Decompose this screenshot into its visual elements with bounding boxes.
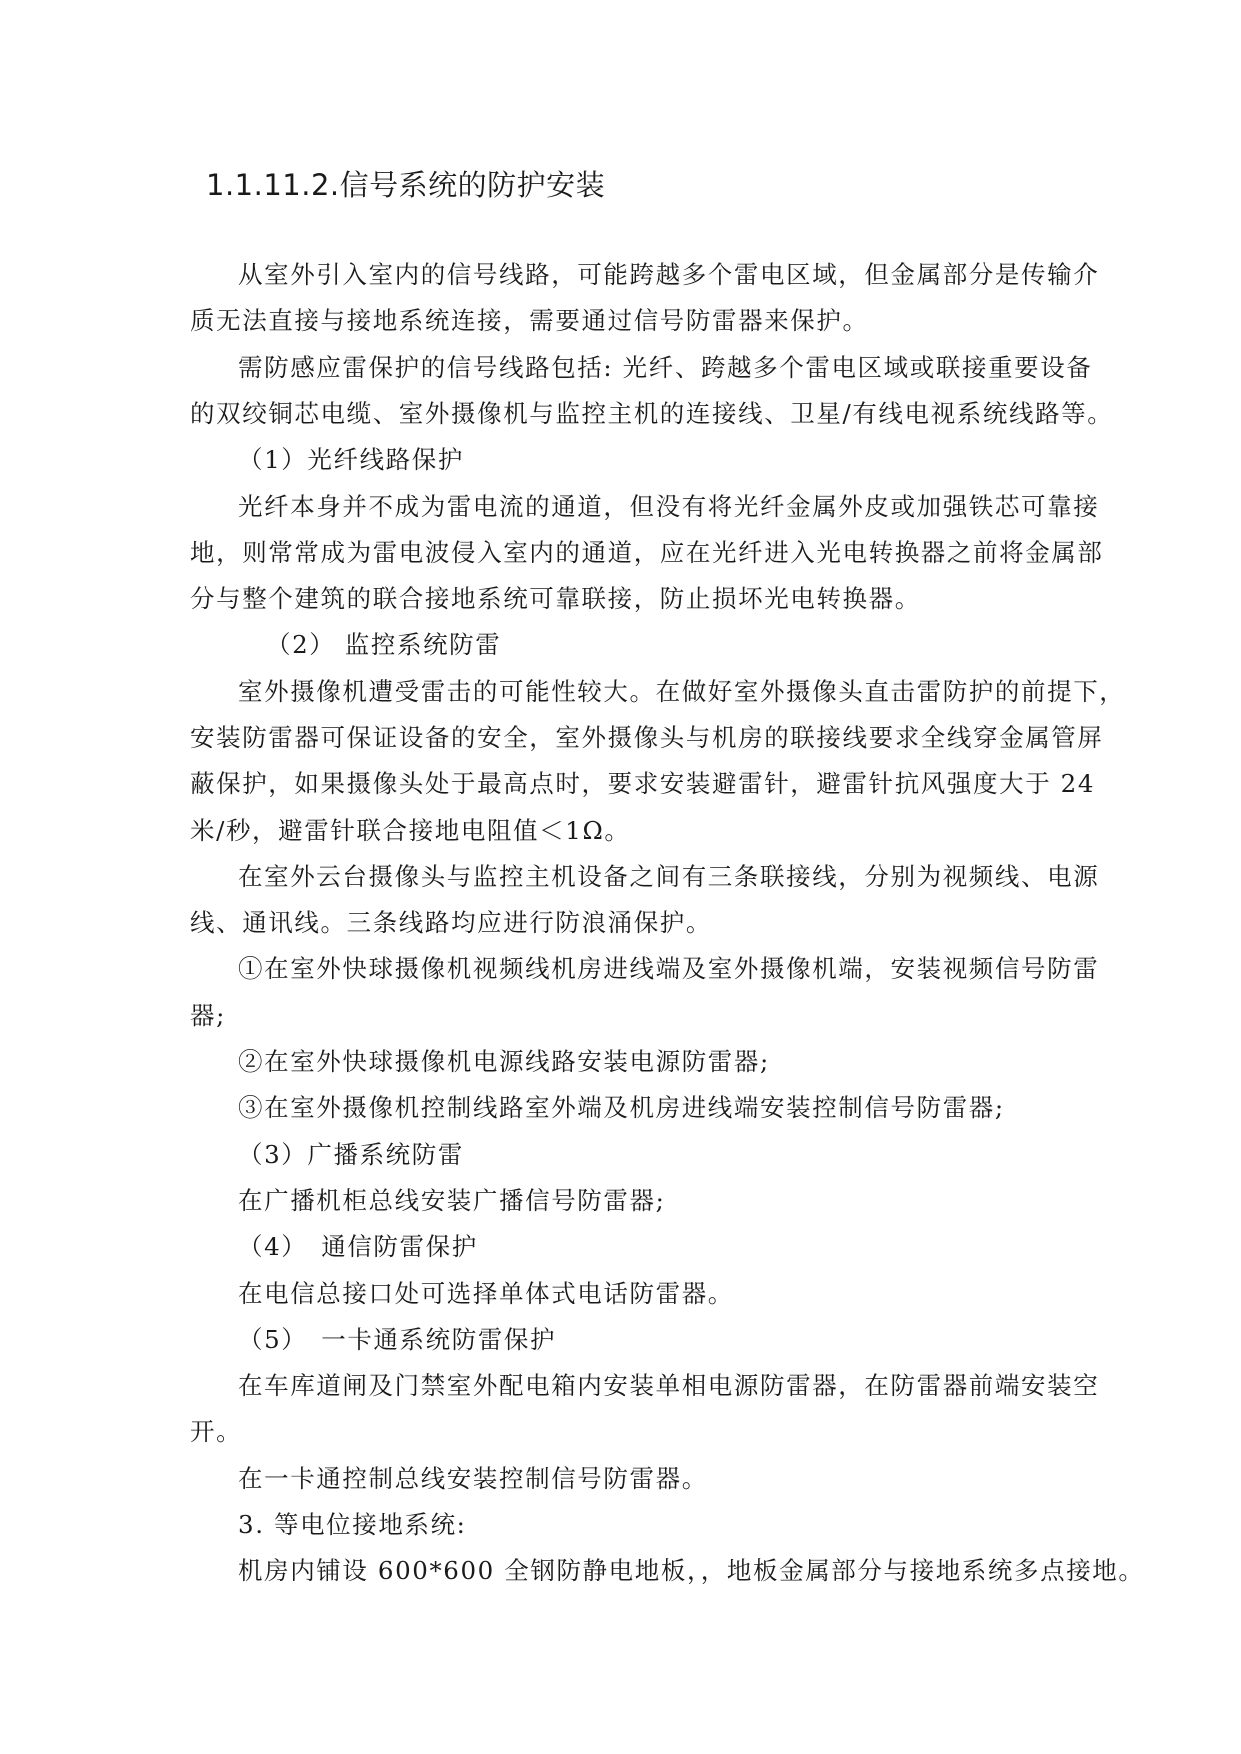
paragraph-line: 质无法直接与接地系统连接，需要通过信号防雷器来保护。 bbox=[190, 306, 869, 335]
subheading-line: （5） 一卡通系统防雷保护 bbox=[238, 1325, 557, 1354]
paragraph-line: 开。 bbox=[190, 1417, 243, 1446]
paragraph-line: 器; bbox=[190, 1001, 226, 1030]
paragraph-line: 在电信总接口处可选择单体式电话防雷器。 bbox=[238, 1279, 734, 1308]
paragraph-line: 蔽保护，如果摄像头处于最高点时，要求安装避雷针，避雷针抗风强度大于 24 bbox=[190, 769, 1096, 798]
paragraph-line: 在一卡通控制总线安装控制信号防雷器。 bbox=[238, 1464, 708, 1493]
paragraph-line: ②在室外快球摄像机电源线路安装电源防雷器; bbox=[238, 1047, 770, 1076]
paragraph-line: 在车库道闸及门禁室外配电箱内安装单相电源防雷器，在防雷器前端安装空 bbox=[238, 1371, 1100, 1400]
paragraph-line: 机房内铺设 600*600 全钢防静电地板，，地板金属部分与接地系统多点接地。 bbox=[238, 1556, 1145, 1585]
subheading-line: （4） 通信防雷保护 bbox=[238, 1232, 478, 1261]
paragraph-line: ①在室外快球摄像机视频线机房进线端及室外摄像机端，安装视频信号防雷 bbox=[238, 954, 1100, 983]
paragraph-line: 安装防雷器可保证设备的安全，室外摄像头与机房的联接线要求全线穿金属管屏 bbox=[190, 723, 1104, 752]
paragraph-line: ③在室外摄像机控制线路室外端及机房进线端安装控制信号防雷器; bbox=[238, 1093, 1005, 1122]
paragraph-line: 地，则常常成为雷电波侵入室内的通道，应在光纤进入光电转换器之前将金属部 bbox=[190, 538, 1104, 567]
paragraph-line: 线、通讯线。三条线路均应进行防浪涌保护。 bbox=[190, 908, 712, 937]
paragraph-line: 光纤本身并不成为雷电流的通道，但没有将光纤金属外皮或加强铁芯可靠接 bbox=[238, 492, 1100, 521]
paragraph-line: 室外摄像机遭受雷击的可能性较大。在做好室外摄像头直击雷防护的前提下， bbox=[238, 677, 1126, 706]
section-heading: 1.1.11.2.信号系统的防护安装 bbox=[206, 168, 606, 202]
paragraph-line: 米/秒，避雷针联合接地电阻值＜1Ω。 bbox=[190, 816, 631, 845]
subheading-line: （1）光纤线路保护 bbox=[238, 445, 464, 474]
paragraph-line: 需防感应雷保护的信号线路包括: 光纤、跨越多个雷电区域或联接重要设备 bbox=[238, 353, 1093, 382]
paragraph-line: 在广播机柜总线安装广播信号防雷器; bbox=[238, 1186, 666, 1215]
subheading-line: 3. 等电位接地系统: bbox=[238, 1510, 467, 1539]
subheading-line: （3）广播系统防雷 bbox=[238, 1140, 464, 1169]
paragraph-line: 在室外云台摄像头与监控主机设备之间有三条联接线，分别为视频线、电源 bbox=[238, 862, 1100, 891]
paragraph-line: 从室外引入室内的信号线路，可能跨越多个雷电区域，但金属部分是传输介 bbox=[238, 260, 1100, 289]
paragraph-line: 分与整个建筑的联合接地系统可靠联接，防止损坏光电转换器。 bbox=[190, 584, 921, 613]
paragraph-line: 的双绞铜芯电缆、室外摄像机与监控主机的连接线、卫星/有线电视系统线路等。 bbox=[190, 399, 1114, 428]
subheading-line: （2） 监控系统防雷 bbox=[266, 630, 502, 659]
